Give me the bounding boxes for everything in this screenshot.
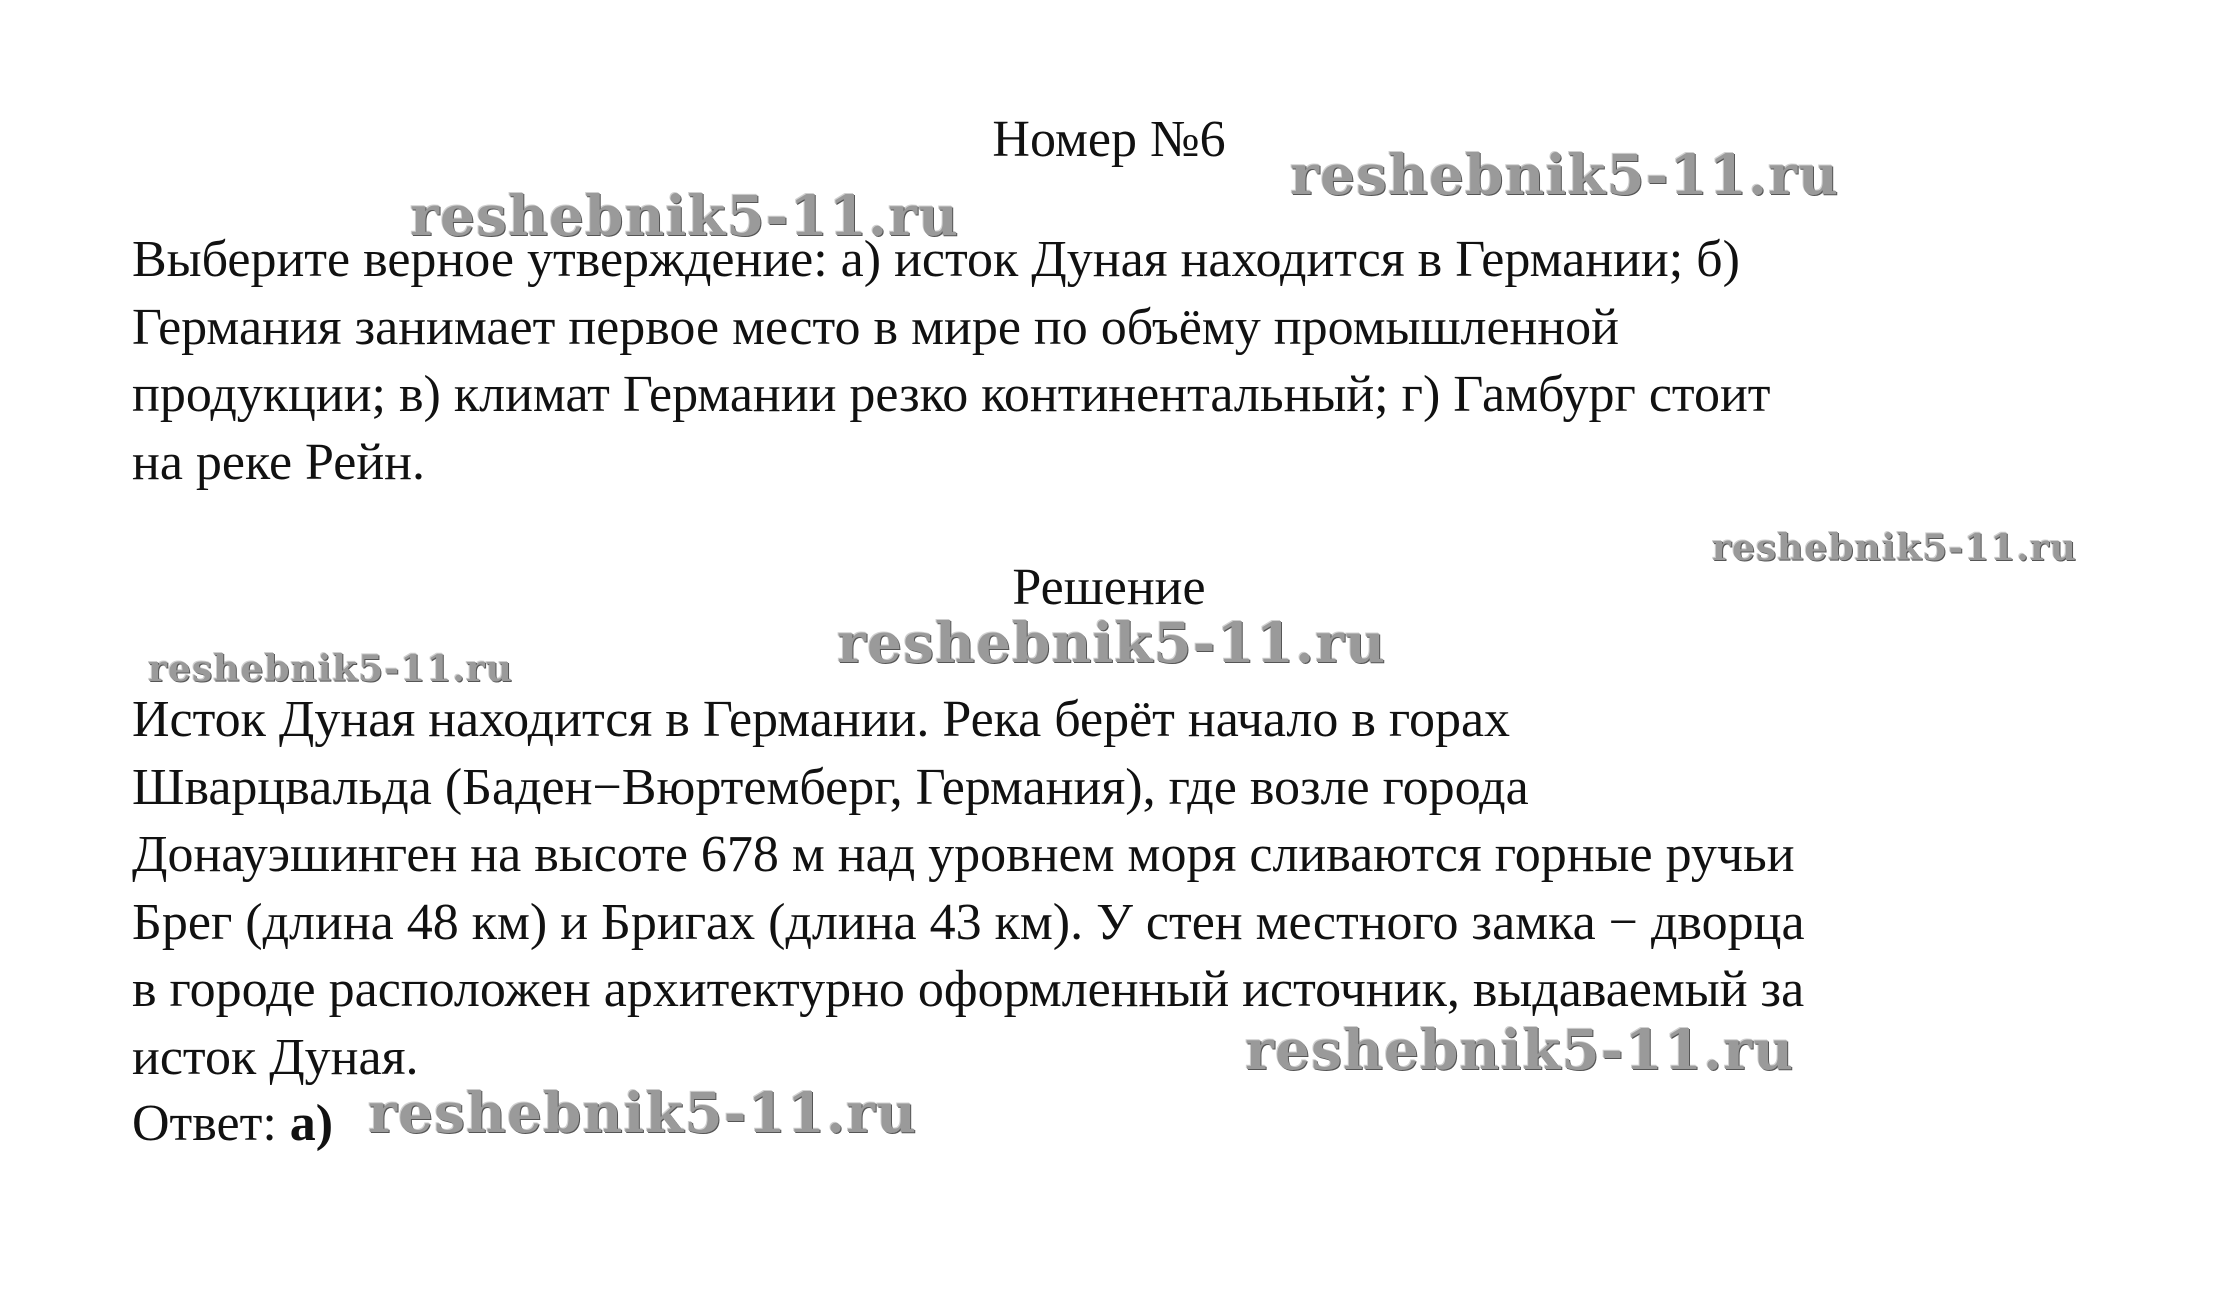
answer-value: а) — [289, 1095, 334, 1152]
watermark: reshebnik5-11.ru — [1290, 142, 1840, 207]
watermark: reshebnik5-11.ru — [148, 648, 513, 690]
watermark: reshebnik5-11.ru — [1245, 1017, 1795, 1082]
question-line: на реке Рейн. — [132, 433, 426, 491]
watermark: reshebnik5-11.ru — [410, 183, 960, 248]
answer — [132, 1094, 333, 1154]
solution-line: исток Дуная. — [132, 1028, 419, 1086]
question-line: Выберите верное утверждение: а) исток Дуная находится в Германии; б) — [132, 231, 1740, 288]
watermark: reshebnik5-11.ru — [1712, 527, 2077, 569]
solution-line: Исток Дуная находится в Германии. Река берёт начало в горах — [132, 691, 1511, 748]
solution-line: в городе расположен архитектурно оформленный источник, выдаваемый за — [132, 961, 1805, 1018]
task-question — [132, 226, 2112, 496]
solution-line: Брег (длина 48 км) и Бригах (длина 43 км). У стен местного замка − дворца — [132, 893, 1805, 951]
solution-line: Донауэшинген на высоте 678 м над уровнем моря сливаются горные ручьи — [132, 826, 1795, 883]
question-line: продукции; в) климат Германии резко континентальный; г) Гамбург стоит — [132, 366, 1771, 423]
watermark: reshebnik5-11.ru — [368, 1080, 918, 1145]
task-title: Номер №6 — [992, 111, 1226, 168]
solution-line: Шварцвальда (Баден−Вюртемберг, Германия), где возле города — [132, 758, 1529, 816]
watermark: reshebnik5-11.ru — [837, 610, 1387, 675]
answer-label: Ответ: — [132, 1095, 290, 1152]
question-line: Германия занимает первое место в мире по объёму промышленной — [132, 298, 1620, 356]
solution-title: Решение — [1012, 559, 1206, 616]
solution-text — [132, 686, 2112, 1091]
